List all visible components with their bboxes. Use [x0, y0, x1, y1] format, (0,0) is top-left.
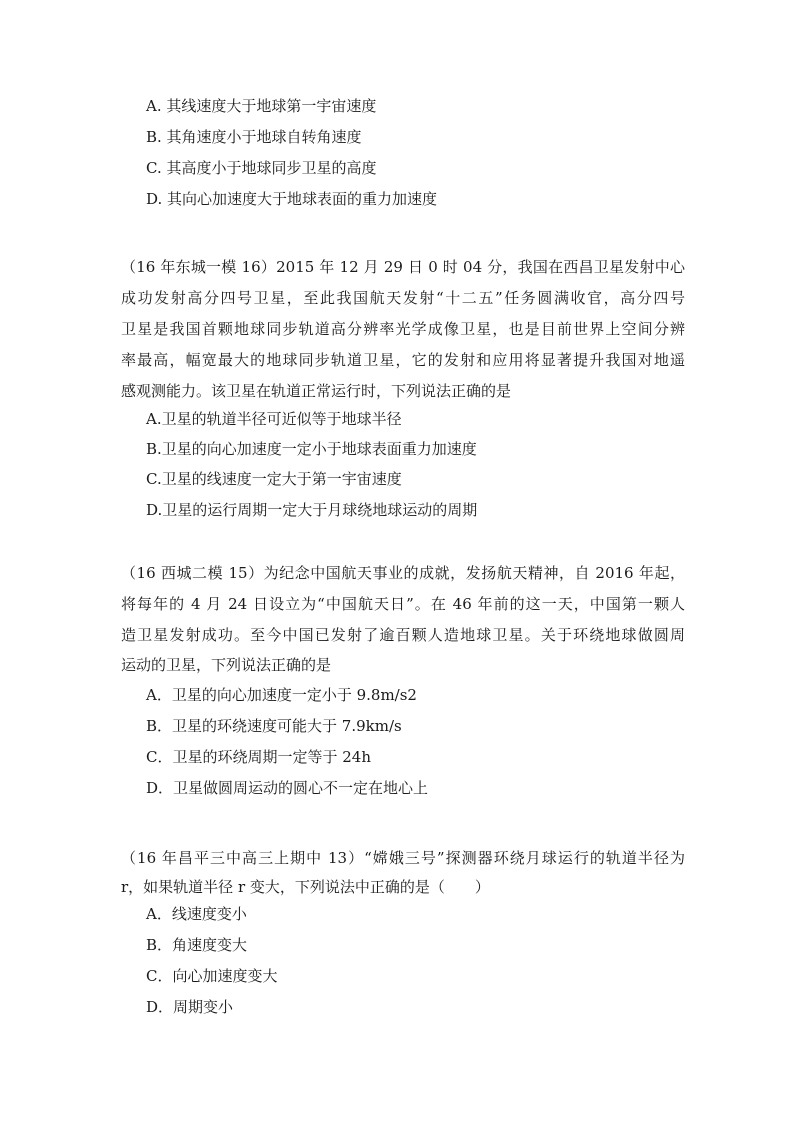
question-1-line-3: 卫星是我国首颗地球同步轨道高分辨率光学成像卫星，也是目前世界上空间分辨: [121, 320, 685, 338]
question-2-option-c: C．卫星的环绕周期一定等于 24h: [146, 748, 371, 766]
question-3-option-a: A．线速度变小: [146, 905, 247, 923]
option-a-text: A. 其线速度大于地球第一宇宙速度: [146, 97, 377, 115]
question-1-line-5: 感观测能力。该卫星在轨道正常运行时，下列说法正确的是: [121, 382, 512, 400]
question-1-line-2: 成功发射高分四号卫星，至此我国航天发射“十二五”任务圆满收官，高分四号: [121, 289, 685, 307]
question-3-option-d: D．周期变小: [146, 998, 234, 1016]
question-1-line-1: （16 年东城一模 16）2015 年 12 月 29 日 0 时 04 分，我国在西昌卫星发射中心: [121, 258, 685, 276]
question-1-option-b: B.卫星的向心加速度一定小于地球表面重力加速度: [146, 440, 477, 458]
question-2-line-1: （16 西城二模 15）为纪念中国航天事业的成就，发扬航天精神，自 2016 年起，: [121, 564, 685, 582]
question-2-option-b: B．卫星的环绕速度可能大于 7.9km/s: [146, 717, 402, 735]
question-2-option-d: D．卫星做圆周运动的圆心不一定在地心上: [146, 779, 429, 797]
option-b-text: B. 其角速度小于地球自转角速度: [146, 128, 362, 146]
question-2-line-2: 将每年的 4 月 24 日设立为“中国航天日”。在 46 年前的这一天，中国第一颗人: [121, 595, 685, 613]
question-1-option-c: C.卫星的线速度一定大于第一宇宙速度: [146, 470, 402, 488]
question-3-line-2: r，如果轨道半径 r 变大，下列说法中正确的是（ ）: [121, 878, 490, 896]
question-1-option-a: A.卫星的轨道半径可近似等于地球半径: [146, 410, 402, 428]
question-1-line-4: 率最高，幅宽最大的地球同步轨道卫星，它的发射和应用将显著提升我国对地遥: [121, 351, 685, 369]
question-3-option-c: C．向心加速度变大: [146, 967, 278, 985]
question-2-option-a: A．卫星的向心加速度一定小于 9.8m/s2: [146, 686, 417, 704]
question-3-option-b: B．角速度变大: [146, 936, 248, 954]
question-1-option-d: D.卫星的运行周期一定大于月球绕地球运动的周期: [146, 501, 478, 519]
question-2-line-4: 运动的卫星，下列说法正确的是: [121, 656, 332, 674]
question-2-line-3: 造卫星发射成功。至今中国已发射了逾百颗人造地球卫星。关于环绕地球做圆周: [121, 626, 685, 644]
question-3-line-1: （16 年昌平三中高三上期中 13）“嫦娥三号”探测器环绕月球运行的轨道半径为: [121, 849, 685, 867]
option-c-text: C. 其高度小于地球同步卫星的高度: [146, 159, 377, 177]
option-d-text: D. 其向心加速度大于地球表面的重力加速度: [146, 190, 438, 208]
